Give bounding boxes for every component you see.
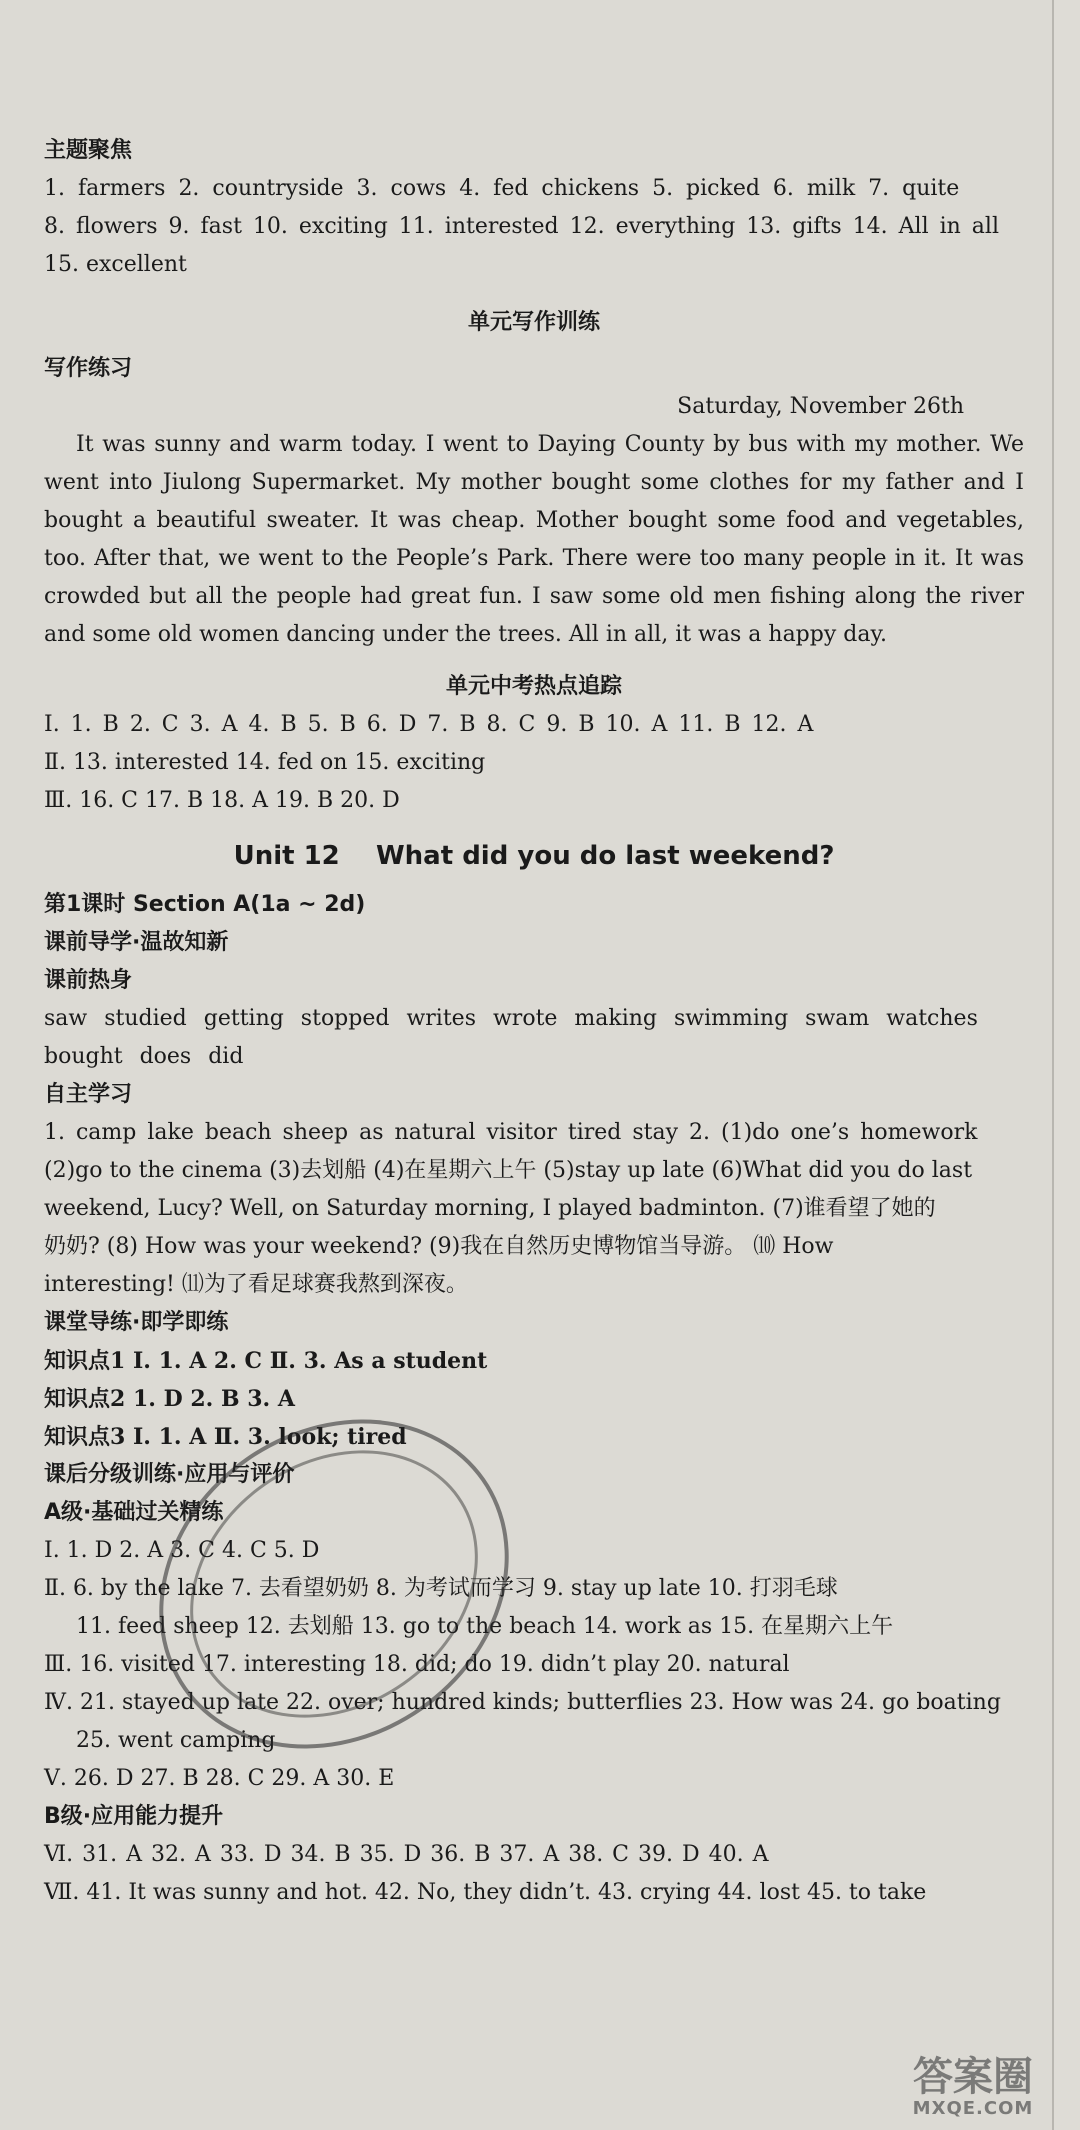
rs-line-2: bought does did	[44, 1044, 244, 1069]
a-line-5: Ⅳ. 21. stayed up late 22. over; hundred kinds; butterflies 23. How was 24. go boating	[44, 1690, 1001, 1715]
logo-text-main: 答案圈	[913, 2053, 1033, 2100]
heading-zhongkao: 单元中考热点追踪	[445, 674, 622, 699]
a-line-3: 11. feed sheep 12. 去划船 13. go to the beach 14. work as 15. 在星期六上午	[76, 1614, 894, 1639]
heading-kqrs: 课前热身	[44, 968, 133, 993]
a-line-4: Ⅲ. 16. visited 17. interesting 18. did; do 19. didn’t play 20. natural	[44, 1652, 790, 1677]
zs-line-1: 知识点1 Ⅰ. 1. A 2. C Ⅱ. 3. As a student	[44, 1348, 488, 1374]
logo-text-url: MXQE.COM	[912, 2097, 1034, 2119]
heading-kqdx: 课前导学·温故知新	[44, 930, 229, 955]
heading-writing: 单元写作训练	[467, 310, 600, 335]
zz-line-1: 1. camp lake beach sheep as natural visitor tired stay 2. (1)do one’s homework	[44, 1120, 978, 1145]
zhuti-line-3: 15. excellent	[44, 252, 187, 277]
zz-line-3: weekend, Lucy? Well, on Saturday morning, I played badminton. (7)谁看望了她的	[44, 1196, 936, 1221]
zhongkao-line-1: Ⅰ. 1. B 2. C 3. A 4. B 5. B 6. D 7. B 8. C 9. B 10. A 11. B 12. A	[44, 712, 814, 737]
a-line-1: Ⅰ. 1. D 2. A 3. C 4. C 5. D	[44, 1538, 320, 1563]
zs-line-2: 知识点2 1. D 2. B 3. A	[44, 1386, 295, 1412]
zhuti-line-1: 1. farmers 2. countryside 3. cows 4. fed chickens 5. picked 6. milk 7. quite	[44, 176, 960, 201]
a-line-6: 25. went camping	[76, 1728, 276, 1753]
lesson-heading: 第1课时 Section A(1a ~ 2d)	[44, 892, 366, 917]
zhuti-line-2: 8. flowers 9. fast 10. exciting 11. interested 12. everything 13. gifts 14. All in all	[44, 214, 999, 239]
heading-zhuti: 主题聚焦	[44, 138, 133, 163]
heading-bji: B级·应用能力提升	[44, 1804, 224, 1829]
a-line-7: Ⅴ. 26. D 27. B 28. C 29. A 30. E	[44, 1766, 395, 1791]
heading-khfj: 课后分级训练·应用与评价	[44, 1462, 295, 1487]
zhongkao-line-2: Ⅱ. 13. interested 14. fed on 15. exciting	[44, 750, 486, 775]
zz-line-5: interesting! ⑾为了看足球赛我熬到深夜。	[44, 1272, 468, 1297]
zz-line-2: (2)go to the cinema (3)去划船 (4)在星期六上午 (5)stay up late (6)What did you do last	[44, 1158, 973, 1183]
a-line-2: Ⅱ. 6. by the lake 7. 去看望奶奶 8. 为考试而学习 9. stay up late 10. 打羽毛球	[44, 1576, 838, 1601]
b-line-2: Ⅶ. 41. It was sunny and hot. 42. No, they didn’t. 43. crying 44. lost 45. to take	[44, 1880, 927, 1905]
b-line-1: Ⅵ. 31. A 32. A 33. D 34. B 35. D 36. B 37. A 38. C 39. D 40. A	[44, 1842, 769, 1867]
heading-aji: A级·基础过关精练	[44, 1500, 224, 1525]
zz-line-4: 奶奶? (8) How was your weekend? (9)我在自然历史博物馆当导游。 ⑽ How	[44, 1234, 834, 1259]
heading-zzxx: 自主学习	[44, 1082, 133, 1107]
writing-date: Saturday, November 26th	[677, 394, 964, 419]
heading-writing-practice: 写作练习	[44, 356, 133, 381]
heading-ktdl: 课堂导练·即学即练	[44, 1310, 229, 1335]
unit-title: Unit 12 What did you do last weekend?	[233, 841, 835, 871]
zhongkao-line-3: Ⅲ. 16. C 17. B 18. A 19. B 20. D	[44, 788, 400, 813]
site-logo	[908, 2052, 1038, 2122]
rs-line-1: saw studied getting stopped writes wrote making swimming swam watches	[44, 1006, 978, 1031]
writing-paragraph: It was sunny and warm today. I went to Daying County by bus with my mother. We went into Jiulong Supermarket. My mother bought some clothes for my father and I bought a beautiful sweater. It was cheap. Mother bought some food and vegetables, too. After that, we went to the People’s Park. There were too many people in it. It was crowded but all the people had great fun. I saw some old men fishing along the river and some old women dancing under the trees. All in all, it was a happy day.	[44, 432, 1024, 647]
page-content	[44, 132, 1024, 1912]
zs-line-3: 知识点3 Ⅰ. 1. A Ⅱ. 3. look; tired	[44, 1424, 407, 1450]
